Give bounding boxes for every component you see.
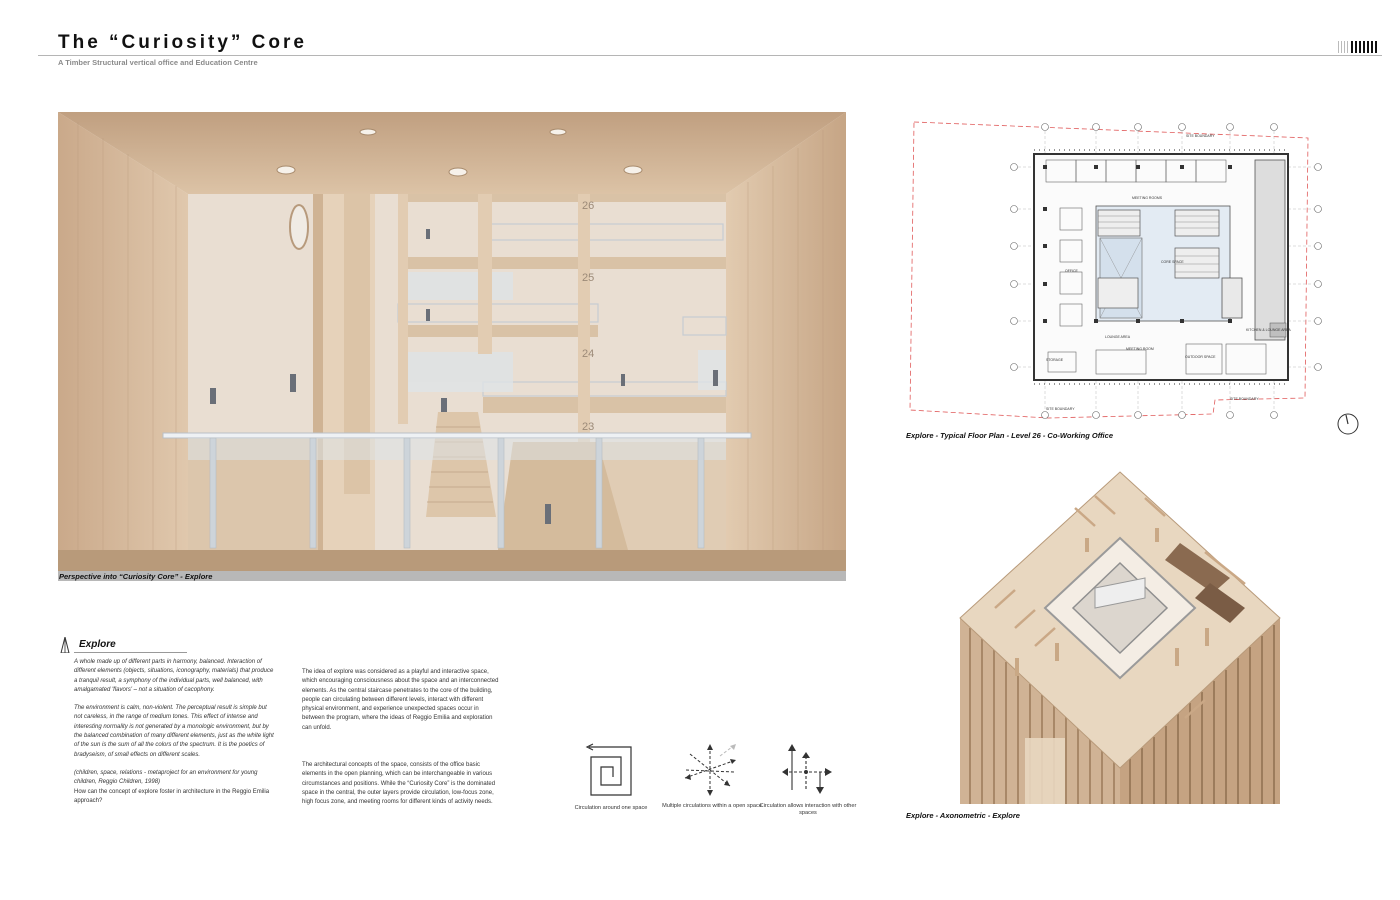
explore-paragraph: The environment is calm, non-violent. The perceptual result is simple but not careless, in the range of medium tones. This effect of intense and interesting normality is not generated by a monologic environment, but by the balanced combination of many different elements, just as the white light of the sun is the sum of all the colors of the spectrum. It is the poetics of bradyseism, of small effects on different scales. (74, 705, 274, 758)
explore-text-column-1 (74, 658, 274, 815)
axonometric-caption: Explore - Axonometric - Explore (906, 811, 1020, 820)
typical-floor-plan (900, 118, 1335, 424)
explore-paragraph: A whole made up of different parts in harmony, balanced. Interaction of different elements (objects, situations, iconography, materials) that produce a tranquil result, a symphony of the individual parts, well balanced, with amalgamated 'flavors' – not a situation of cacophony. (74, 659, 274, 693)
explore-text-column-2 (302, 668, 502, 817)
explore-paragraph: The idea of explore was considered as a playful and interactive space, which encouraging consciousness about the space and an interconnected elements. As the central staircase penetrates to the core of the building, people can circulating between different levels, interact with different physical environment, and experience unexpected spaces occur in between the program, where the ideas of Reggio Emilia and exploration can unfold. (302, 669, 499, 731)
north-arrow-icon (1337, 413, 1359, 435)
floor-number-26: 26 (582, 200, 595, 212)
explore-question: How can the concept of explore foster in architecture in the Reggio Emilia approach? (74, 788, 270, 804)
floor-plan-drawing (900, 118, 1335, 424)
header-divider (38, 55, 1382, 56)
tower-icon (59, 637, 71, 653)
render-illustration (58, 112, 846, 571)
floor-number-24: 24 (582, 348, 595, 360)
explore-citation: (children, space, relations - metaproject for an environment for young children, Reggio Children, 1998) (74, 769, 258, 786)
explore-paragraph: The architectural concepts of the space, consists of the office basic elements in the open planning, which can be interchangeable in various circumstances and positions. While the “Curiosity Core” is the dominated space in the central, the outer layers provide circulation, low-focus zone, high focus zone, and meeting rooms for different kinds of activity needs. (302, 762, 496, 806)
plan-label-meeting-rooms: MEETING ROOMS (1132, 196, 1163, 200)
plan-label-site-boundary-top: SITE BOUNDARY (1186, 134, 1215, 138)
explore-divider (74, 652, 187, 653)
render-caption: Perspective into “Curiosity Core” - Explore (59, 572, 213, 581)
diagram-caption: Multiple circulations within a open space (662, 803, 762, 809)
diagram-caption: Circulation allows interaction with other spaces (759, 803, 857, 816)
page-index-barcode-icon (1338, 41, 1380, 53)
page-subtitle: A Timber Structural vertical office and Education Centre (58, 58, 258, 67)
interior-perspective-render (58, 112, 846, 571)
axonometric-illustration (955, 468, 1285, 804)
multi-arrow-icon (680, 742, 740, 798)
spiral-circulation-icon (581, 743, 641, 799)
diagram-caption: Circulation around one space (574, 805, 648, 811)
plan-label-site-boundary-bottom: SITE BOUNDARY (1046, 407, 1075, 411)
plan-label-storage: STORAGE (1046, 358, 1064, 362)
plan-label-core-space: CORE SPACE (1161, 260, 1184, 264)
branch-arrow-icon (776, 742, 836, 798)
plan-label-meeting-room: MEETING ROOM (1126, 347, 1154, 351)
plan-label-outdoor-space: OUTDOOR SPACE (1185, 355, 1216, 359)
floor-plan-caption: Explore - Typical Floor Plan - Level 26 - Co-Working Office (906, 431, 1113, 440)
floor-number-25: 25 (582, 272, 595, 284)
floor-number-23: 23 (582, 421, 595, 433)
plan-label-office: OFFICE (1065, 269, 1078, 273)
plan-label-lounge-area: LOUNGE AREA (1105, 335, 1131, 339)
plan-label-site-boundary-right: SITE BOUNDARY (1230, 397, 1259, 401)
plan-label-kitchen-lounge: KITCHEN & LOUNGE AREA (1246, 328, 1291, 332)
axonometric-model (955, 468, 1285, 804)
explore-heading: Explore (79, 639, 116, 650)
page-title: The “Curiosity” Core (58, 32, 307, 53)
